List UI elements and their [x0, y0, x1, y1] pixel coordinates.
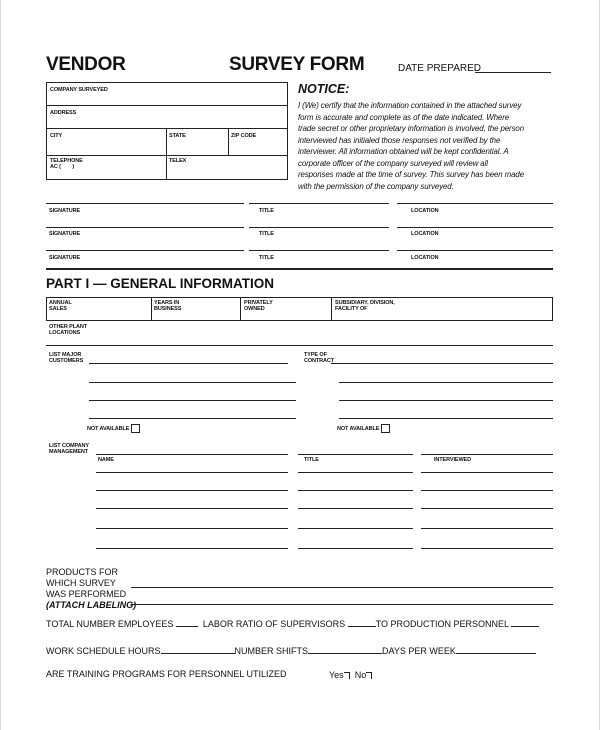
company-surveyed-field[interactable]: COMPANY SURVEYED — [50, 87, 108, 93]
title-label: TITLE — [259, 231, 274, 237]
total-employees-field[interactable] — [176, 626, 198, 627]
products-label: PRODUCTS FOR WHICH SURVEY WAS PERFORMED (ATTACH LABELING) — [46, 567, 137, 610]
title-vendor: VENDOR — [46, 54, 126, 75]
products-field[interactable] — [131, 604, 553, 605]
days-per-week-field[interactable] — [456, 653, 536, 654]
years-in-business-field[interactable]: YEARS IN BUSINESS — [154, 300, 182, 312]
subsidiary-field[interactable]: SUBSIDIARY, DIVISION, FACILITY OF — [335, 300, 395, 312]
not-available-checkbox[interactable] — [131, 424, 140, 433]
management-row[interactable] — [96, 490, 288, 491]
signature-label: SIGNATURE — [49, 255, 81, 261]
signature-label: SIGNATURE — [49, 208, 81, 214]
col-name: NAME — [98, 457, 114, 463]
shifts-field[interactable] — [308, 653, 382, 654]
notice-title: NOTICE: — [298, 82, 350, 96]
yes-label: Yes — [329, 670, 344, 680]
customers-not-available: NOT AVAILABLE — [87, 424, 140, 433]
city-field[interactable]: CITY — [50, 133, 63, 139]
contract-field[interactable] — [339, 382, 553, 383]
customer-field[interactable] — [89, 363, 288, 364]
contract-field[interactable] — [331, 363, 553, 364]
telephone-label: TELEPHONE — [50, 158, 83, 164]
signature-label: SIGNATURE — [49, 231, 81, 237]
contract-not-available: NOT AVAILABLE — [337, 424, 390, 433]
title-survey-form: SURVEY FORM — [229, 54, 365, 75]
annual-sales-field[interactable]: ANNUAL SALES — [49, 300, 72, 312]
location-label: LOCATION — [411, 208, 439, 214]
privately-owned-field[interactable]: PRIVATELY OWNED — [244, 300, 273, 312]
part1-heading: PART I — GENERAL INFORMATION — [46, 276, 274, 291]
col-title: TITLE — [304, 457, 319, 463]
address-field[interactable]: ADDRESS — [50, 110, 77, 116]
state-field[interactable]: STATE — [169, 133, 186, 139]
date-prepared-label: DATE PREPARED — [398, 63, 481, 74]
notice-text: I (We) certify that the information contained in the attached survey form is accurate and complete as of the date indicated. Where trade secret or other proprietary information is involved, the person interviewed has initialed those responses not verified by the interviewer. All information obtained will be kept confidential. A corporate officer of the company surveyed will review all responses made at the time of survey. This survey has been made with the permission of the company surveyed. — [298, 101, 525, 191]
date-prepared-field[interactable] — [475, 72, 551, 73]
title-label: TITLE — [259, 255, 274, 261]
major-customers-label: LIST MAJOR CUSTOMERS — [49, 352, 84, 364]
other-plant-locations-field[interactable] — [46, 345, 553, 346]
management-row[interactable] — [96, 472, 288, 473]
zip-field[interactable]: ZIP CODE — [231, 133, 257, 139]
contract-field[interactable] — [339, 418, 553, 419]
management-row[interactable] — [96, 548, 288, 549]
employees-row: TOTAL NUMBER EMPLOYEES LABOR RATIO OF SUPERVISORS TO PRODUCTION PERSONNEL — [46, 619, 539, 629]
col-interviewed: INTERVIEWED — [434, 457, 471, 463]
company-management-label: LIST COMPANY MANAGEMENT — [49, 443, 89, 455]
work-hours-field[interactable] — [161, 653, 235, 654]
area-code-label: AC ( ) — [50, 164, 75, 170]
location-label: LOCATION — [411, 231, 439, 237]
telex-field[interactable]: TELEX — [169, 158, 187, 164]
training-label: ARE TRAINING PROGRAMS FOR PERSONNEL UTILIZED — [46, 669, 287, 679]
other-plant-locations-label: OTHER PLANT LOCATIONS — [49, 324, 88, 336]
customer-field[interactable] — [89, 382, 296, 383]
no-label: No — [354, 670, 367, 680]
supervisors-ratio-field[interactable] — [348, 626, 376, 627]
yes-checkbox[interactable] — [344, 672, 350, 679]
training-options — [329, 670, 372, 680]
no-checkbox[interactable] — [366, 672, 372, 679]
contract-field[interactable] — [339, 400, 553, 401]
customer-field[interactable] — [89, 400, 296, 401]
products-field[interactable] — [131, 587, 553, 588]
not-available-checkbox[interactable] — [381, 424, 390, 433]
telephone-field[interactable] — [50, 158, 83, 170]
management-row[interactable] — [96, 508, 288, 509]
general-info-table — [46, 297, 553, 321]
title-label: TITLE — [259, 208, 274, 214]
schedule-row: WORK SCHEDULE HOURS NUMBER SHIFTS DAYS PER WEEK — [46, 646, 536, 656]
type-of-contract-label: TYPE OF CONTRACT — [304, 352, 335, 364]
production-ratio-field[interactable] — [511, 626, 539, 627]
section-divider — [46, 268, 553, 270]
management-row[interactable] — [96, 528, 288, 529]
customer-field[interactable] — [89, 418, 296, 419]
location-label: LOCATION — [411, 255, 439, 261]
